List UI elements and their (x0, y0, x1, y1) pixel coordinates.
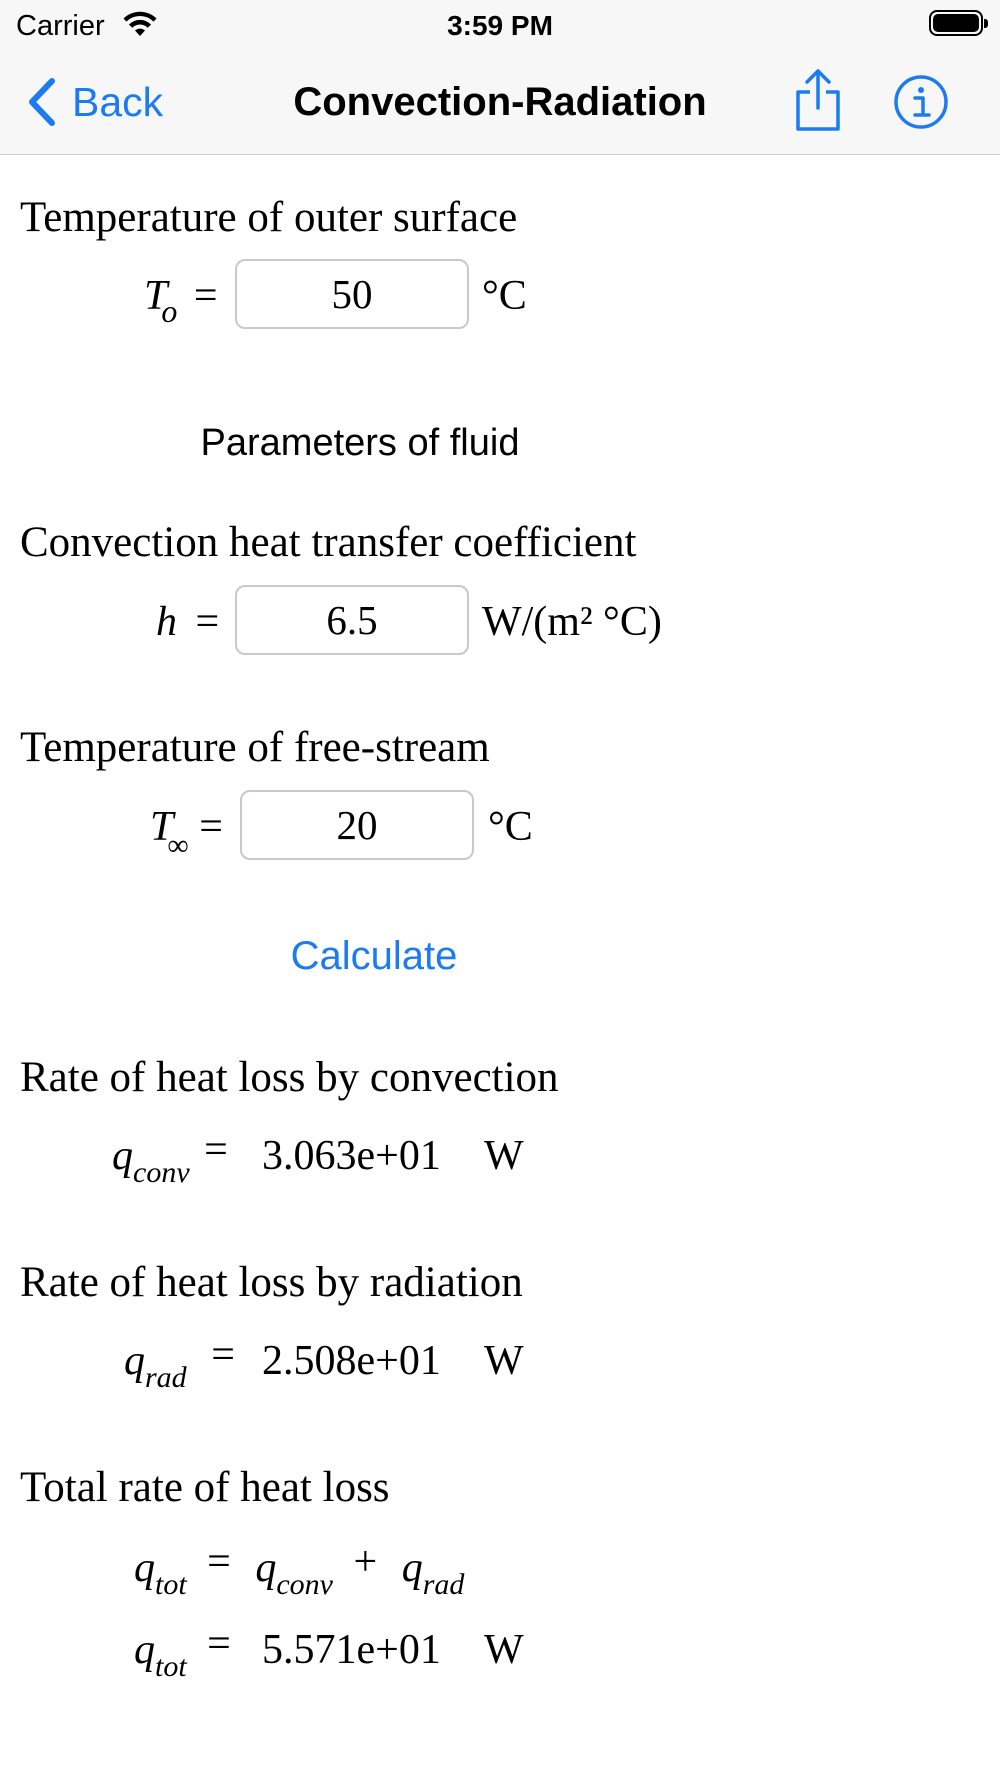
symbol-subscript: conv (133, 1156, 190, 1190)
surface-temperature-input[interactable]: 50 (235, 259, 469, 329)
convection-coefficient-symbol (156, 594, 219, 650)
surface-temperature-unit: °C (482, 273, 527, 319)
symbol-subscript: rad (145, 1361, 187, 1395)
equals-sign: = (204, 1127, 228, 1173)
total-loss-heading: Total rate of heat loss (20, 1464, 390, 1511)
equals-sign: = (199, 804, 223, 850)
equals-sign: = (207, 1539, 231, 1585)
radiation-loss-unit: W (484, 1338, 524, 1384)
freestream-temperature-heading: Temperature of free-stream (20, 724, 490, 771)
convection-loss-symbol (112, 1128, 228, 1197)
back-label: Back (72, 79, 164, 125)
formula-term-conv-subscript: conv (276, 1568, 333, 1602)
symbol-subscript: o (161, 293, 178, 330)
symbol-subscript: tot (155, 1650, 187, 1684)
plus-sign: + (353, 1539, 378, 1585)
total-loss-unit: W (484, 1627, 524, 1673)
chevron-left-icon (26, 77, 58, 127)
symbol-main: T (144, 273, 168, 319)
formula-term-rad-subscript: rad (422, 1568, 465, 1602)
page-title: Convection-Radiation (293, 80, 707, 124)
battery-icon (929, 10, 983, 36)
formula-term-conv: q (255, 1545, 277, 1591)
convection-coefficient-unit: W/(m² °C) (482, 599, 662, 645)
symbol-main: q (124, 1338, 145, 1384)
surface-temperature-symbol (144, 268, 218, 335)
status-time: 3:59 PM (447, 10, 553, 41)
share-icon[interactable] (793, 68, 843, 132)
info-icon[interactable] (893, 74, 949, 130)
convection-coefficient-input[interactable]: 6.5 (235, 585, 469, 655)
freestream-temperature-symbol (150, 799, 223, 868)
fluid-parameters-heading: Parameters of fluid (200, 422, 520, 464)
formula-term-rad: q (401, 1545, 423, 1591)
freestream-temperature-input[interactable]: 20 (240, 790, 474, 860)
symbol-main: h (156, 599, 177, 645)
freestream-temperature-unit: °C (488, 804, 533, 850)
radiation-loss-heading: Rate of heat loss by radiation (20, 1259, 523, 1306)
equals-sign: = (211, 1332, 235, 1378)
convection-coefficient-heading: Convection heat transfer coefficient (20, 519, 637, 566)
radiation-loss-symbol (124, 1333, 235, 1402)
surface-temperature-heading: Temperature of outer surface (20, 194, 518, 241)
symbol-main: q (134, 1627, 155, 1673)
convection-loss-heading: Rate of heat loss by convection (20, 1054, 559, 1101)
equals-sign: = (193, 273, 218, 319)
symbol-main: q (134, 1545, 155, 1591)
total-loss-value: 5.571e+01 (262, 1627, 441, 1673)
total-loss-formula (134, 1540, 464, 1609)
symbol-main: T (150, 804, 174, 850)
status-carrier: Carrier (16, 10, 105, 42)
convection-loss-unit: W (484, 1133, 524, 1179)
equals-sign: = (195, 599, 220, 645)
total-loss-symbol (134, 1622, 231, 1691)
symbol-main: q (112, 1133, 133, 1179)
convection-loss-value: 3.063e+01 (262, 1133, 441, 1179)
radiation-loss-value: 2.508e+01 (262, 1338, 441, 1384)
symbol-subscript: tot (155, 1568, 187, 1602)
equals-sign: = (207, 1621, 231, 1667)
calculate-button[interactable]: Calculate (290, 934, 458, 978)
symbol-subscript: ∞ (167, 829, 189, 863)
